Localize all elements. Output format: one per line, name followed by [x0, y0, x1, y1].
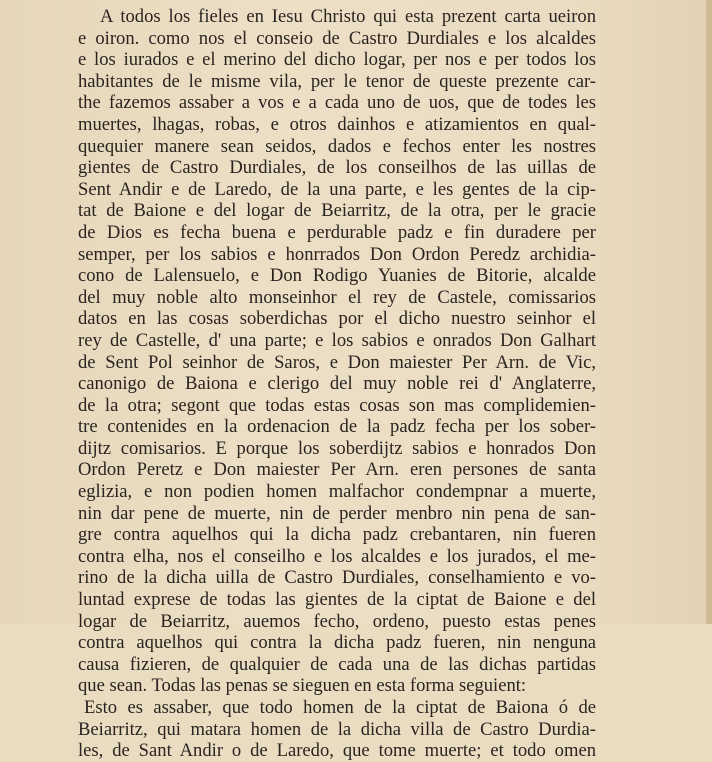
text-line: muertes, lhagas, robas, e otros dainhos e atizamientos en qual-	[78, 113, 596, 135]
text-line: rey de Castelle, d' una parte; e los sabios e onrados Don Galhart	[78, 329, 596, 351]
text-line: causa fizieren, de qualquier de cada una de las dichas partidas	[78, 653, 596, 675]
text-line: canonigo de Baiona e clerigo del muy noble rei d' Anglaterre,	[78, 373, 596, 395]
text-line: Sent Andir e de Laredo, de la una parte, e les gentes de la cip-	[78, 178, 596, 200]
text-line: Ordon Peretz e Don maiester Per Arn. eren persones de santa	[78, 459, 596, 481]
text-line: de Sent Pol seinhor de Saros, e Don maiester Per Arn. de Vic,	[78, 351, 596, 373]
text-line: contra elha, nos el conseilho e los alcaldes e los jurados, el me-	[78, 545, 596, 567]
text-line: datos en las cosas soberdichas por el dicho nuestro seinhor el	[78, 308, 596, 330]
charter-text	[78, 6, 712, 762]
text-line: luntad exprese de todas las gientes de la ciptat de Baione e del	[78, 589, 596, 611]
text-line: nin dar pene de muerte, nin de perder menbro nin pena de san-	[78, 502, 596, 524]
text-line: quequier manere sean seidos, dados e fechos enter les nostres	[78, 135, 596, 157]
text-line: semper, per los sabios e honrrados Don Ordon Peredz archidia-	[78, 243, 596, 265]
text-line: de la otra; segont que todas estas cosas son mas complidemien-	[78, 394, 596, 416]
text-line: e los iurados e el merino del dicho logar, per nos e per todos los	[78, 49, 596, 71]
text-line: habitantes de le misme vila, per le tenor de queste prezente car-	[78, 70, 596, 92]
text-line: del muy noble alto monseinhor el rey de Castele, comissarios	[78, 286, 596, 308]
text-line: tat de Baione e del logar de Beiarritz, de la otra, per le gracie	[78, 200, 596, 222]
text-line: gientes de Castro Durdiales, de los conseilhos de las uillas de	[78, 157, 596, 179]
text-line: tre contenides en la ordenacion de la padz fecha per los sober-	[78, 416, 596, 438]
text-line: de Dios es fecha buena e perdurable padz e fin duradere per	[78, 221, 596, 243]
text-line: que sean. Todas las penas se sieguen en esta forma seguient:	[78, 675, 527, 697]
text-line: A todos los fieles en Iesu Christo qui esta prezent carta ueiron	[100, 6, 596, 27]
text-line: contra aquelhos qui contra la dicha padz fueren, nin nenguna	[78, 632, 596, 654]
text-line: gre contra aquelhos qui la dicha padz crebantaren, nin fueren	[78, 524, 596, 546]
text-line: cono de Lalensuelo, e Don Rodigo Yuanies de Bitorie, alcalde	[78, 265, 596, 287]
text-line: rino de la dicha uilla de Castro Durdiales, conselhamiento e vo-	[78, 567, 596, 589]
text-line: logar de Beiarritz, auemos fecho, ordeno, puesto estas penes	[78, 610, 596, 632]
text-line: les, de Sant Andir o de Laredo, que tome muerte; et todo omen	[78, 740, 596, 762]
text-line: Esto es assaber, que todo homen de la ciptat de Baiona ó de	[84, 697, 596, 718]
text-line: e oiron. como nos el conseio de Castro Durdiales e los alcaldes	[78, 27, 596, 49]
text-line: the fazemos assaber a vos e a cada uno de uos, que de todes les	[78, 92, 596, 114]
text-line: Beiarritz, qui matara homen de la dicha villa de Castro Durdia-	[78, 718, 596, 740]
text-line: dijtz comisarios. E porque los soberdijtz sabios e honrados Don	[78, 437, 596, 459]
text-line: eglizia, e non podien homen malfachor condempnar a muerte,	[78, 481, 596, 503]
